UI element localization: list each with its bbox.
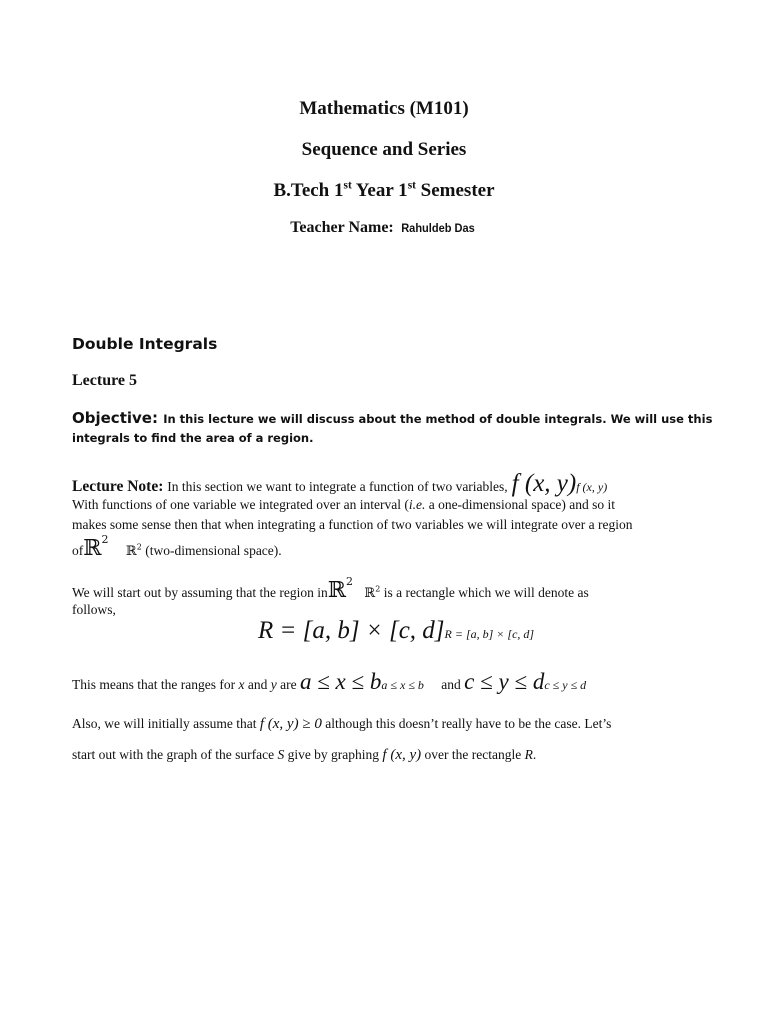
objective-label: Objective: <box>72 409 164 427</box>
objective-text-1: In this lecture we will discuss about the method of double integrals. We will use this <box>163 412 713 426</box>
var-x: x <box>238 677 245 692</box>
lecture-note-text-1: In this section we want to integrate a function of two variables, <box>167 479 508 494</box>
rect-text-a: We will start out by assuming that the region in <box>72 585 328 600</box>
ranges-and-2: and <box>441 677 461 692</box>
ranges-text-a: This means that the ranges for <box>72 677 236 692</box>
rect-formula: R = [a, b] × [c, d] <box>258 617 445 644</box>
lecture-note-line-3: makes some sense then that when integrating a function of two variables we will integrate over a region <box>72 517 633 532</box>
program-sup-1: st <box>343 179 352 192</box>
rect-r2-exponent-small: 2 <box>375 584 381 594</box>
assume-period: . <box>532 747 537 762</box>
rect-text-b: is a rectangle which we will denote as <box>383 585 589 600</box>
course-title: Mathematics (M101) <box>299 98 469 119</box>
fxy-formula-small: f (x, y) <box>576 480 608 494</box>
topic-title: Sequence and Series <box>301 139 467 160</box>
assume-ineq: f (x, y) ≥ 0 <box>259 716 322 732</box>
lecture-note-line-4 <box>72 533 282 561</box>
ineq-x: a ≤ x ≤ b <box>299 669 382 694</box>
teacher-line <box>0 219 768 237</box>
assume-text-2a: start out with the graph of the surface <box>72 747 275 762</box>
objective-line-1 <box>72 409 712 428</box>
rect-r2-exponent: 2 <box>346 575 354 588</box>
lecture-note-label: Lecture Note: <box>72 478 168 495</box>
teacher-label: Teacher Name: <box>290 219 398 236</box>
ie-text: i.e. <box>408 497 426 512</box>
r2-symbol: ℝ <box>83 536 102 561</box>
rect-r2-symbol: ℝ <box>327 578 347 603</box>
lecture-note-text-2b: a one-dimensional space) and so it <box>425 497 616 512</box>
var-s: S <box>277 747 285 762</box>
ranges-and-1: and <box>247 677 268 692</box>
assume-fxy: f (x, y) <box>382 747 422 763</box>
lecture-note-text-2a: With functions of one variable we integrated over an interval ( <box>72 497 409 512</box>
rect-formula-small: R = [a, b] × [c, d] <box>444 627 535 641</box>
assume-line-1 <box>72 716 611 733</box>
assume-text-2b: give by graphing <box>287 747 380 762</box>
r2-exponent: 2 <box>101 533 109 546</box>
rect-line-2: follows, <box>72 602 116 617</box>
ineq-x-small: a ≤ x ≤ b <box>381 678 424 692</box>
lecture-note-text-4a: of <box>72 543 84 558</box>
lecture-note-line-2 <box>72 497 615 513</box>
program-sup-2: st <box>407 179 416 192</box>
lecture-number: Lecture 5 <box>72 372 138 389</box>
rect-formula-line <box>258 617 534 645</box>
ranges-are: are <box>280 677 297 692</box>
rect-r2-symbol-small: ℝ <box>364 586 376 601</box>
program-middle: Year 1 <box>351 180 408 201</box>
assume-text-b: although this doesn’t really have to be the case. Let’s <box>325 716 612 731</box>
lecture-note-line-1 <box>72 470 607 498</box>
ineq-y-small: c ≤ y ≤ d <box>544 678 587 692</box>
lecture-note-text-4b: (two-dimensional space). <box>145 543 282 558</box>
section-title: Double Integrals <box>72 335 218 353</box>
program-title <box>0 180 768 202</box>
program-prefix: B.Tech 1 <box>273 180 344 201</box>
assume-text-a: Also, we will initially assume that <box>72 716 257 731</box>
r2-symbol-small: ℝ <box>125 544 137 559</box>
objective-line-2: integrals to find the area of a region. <box>72 431 314 445</box>
var-y: y <box>270 677 277 692</box>
program-suffix: Semester <box>415 180 495 201</box>
rect-line-1 <box>72 575 589 603</box>
r2-exponent-small: 2 <box>136 542 142 552</box>
assume-text-2c: over the rectangle <box>424 747 522 762</box>
ineq-y: c ≤ y ≤ d <box>464 669 545 694</box>
fxy-formula: f (x, y) <box>511 470 577 497</box>
assume-line-2 <box>72 747 536 764</box>
teacher-name: Rahuldeb Das <box>400 221 475 235</box>
var-r: R <box>524 747 533 762</box>
ranges-line <box>72 669 586 695</box>
